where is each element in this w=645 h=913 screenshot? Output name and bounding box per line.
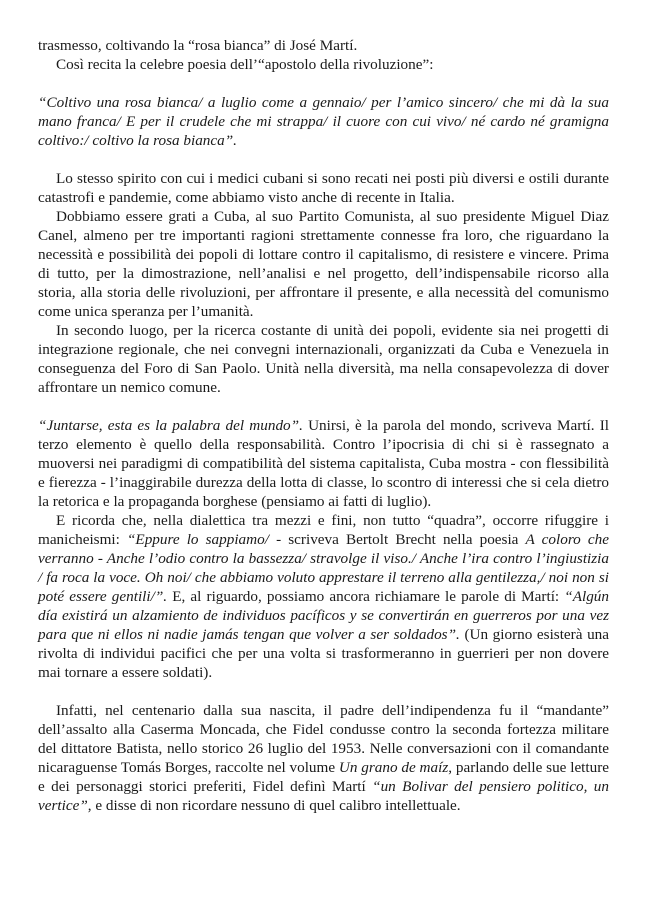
text-run: (Un giorno esisterà una rivolta di individui pacifici che per una volta si trasformeranno in guerrieri per non dovere mai tornare a essere soldati). <box>38 626 610 681</box>
text-run: E, al riguardo, possiamo ancora richiamare le parole di Martí: <box>167 588 565 605</box>
italic-run: A coloro che verranno - Anche l’odio contro la bassezza/ stravolge il viso./ Anche l’ira contro l’ingiustizia / fa roca la voce. Oh noi/ che abbiamo voluto apprestare il terreno alla gentilezza,/ noi non si poté essere gentili/”. <box>38 531 609 605</box>
text-run: Dobbiamo essere grati a Cuba, al suo Partito Comunista, al suo presidente Miguel Diaz Canel, almeno per tre importanti ragioni strettamente connesse fra loro, che riguardano la necessità e possibilità dei popoli di lottare contro il capitalismo, di resistere e vincere. Prima di tutto, per la dimostrazione, nell’analisi e nel progetto, dell’indispensabile ricorso alla storia, alla storia delle rivoluzioni, per affrontare il presente, e alla necessità del comunismo come unica speranza per l’umanità. <box>38 208 609 320</box>
text-run: E ricorda che, nella dialettica tra mezzi e fini, non tutto “quadra”, occorre rifuggire i manicheismi: <box>38 512 609 548</box>
text-run: Così recita la celebre poesia dell’“apostolo della rivoluzione”: <box>56 56 434 73</box>
paragraph-p5 <box>38 321 609 397</box>
paragraph-p4 <box>38 207 609 321</box>
italic-run: Un grano de maíz <box>338 759 449 776</box>
italic-run: “Eppure lo sappiamo/ <box>126 531 269 548</box>
text-run: trasmesso, coltivando la “rosa bianca” di José Martí. <box>38 37 358 54</box>
italic-run: “un Bolivar del pensiero politico, un vertice” <box>38 778 609 814</box>
text-run: Unirsi, è la parola del mondo, scriveva Martí. Il terzo elemento è quello della responsabilità. Contro l’ipocrisia di chi si è rassegnato a muoversi nei paradigmi di compatibilità del sistema capitalista, Cuba mostra - con flessibilità e fierezza - l’inaggirabile durezza della lotta di classe, lo scontro di interessi che si cela dietro la retorica e la propaganda borghese (pensiamo ai fatti di luglio). <box>38 417 610 510</box>
italic-run: “Juntarse, esta es la palabra del mundo”. <box>38 417 303 434</box>
paragraph-p6 <box>38 416 609 511</box>
italic-run: “Algún día existirá un alzamiento de individuos pacíficos y se convertirán en guerreros por una vez para que ni ellos ni nadie jamás tengan que volver a ser soldados”. <box>38 588 609 643</box>
text-run: In secondo luogo, per la ricerca costante di unità dei popoli, evidente sia nei progetti di integrazione regionale, che nei convegni internazionali, organizzati da Cuba e Venezuela in conseguenza del Foro di San Paolo. Unità nella diversità, ma nella consapevolezza di dover affrontare un nemico comune. <box>38 322 609 396</box>
paragraph-p2 <box>38 93 609 150</box>
paragraph-p8 <box>38 701 609 815</box>
text-run: , e disse di non ricordare nessuno di quel calibro intellettuale. <box>87 797 461 814</box>
text-run: Lo stesso spirito con cui i medici cubani si sono recati nei posti più diversi e ostili durante catastrofi e pandemie, come abbiamo visto anche di recente in Italia. <box>38 170 609 206</box>
paragraph-p7 <box>38 511 609 682</box>
paragraph-p3 <box>38 169 609 207</box>
text-run: - scriveva Bertolt Brecht nella poesia <box>268 531 526 548</box>
italic-run: “Coltivo una rosa bianca/ a luglio come a gennaio/ per l’amico sincero/ che mi dà la sua mano franca/ E per il crudele che mi strappa/ il cuore con cui vivo/ né cardo né gramigna coltivo:/ coltivo la rosa bianca”. <box>38 94 609 149</box>
paragraph-p0 <box>38 36 609 55</box>
document-page <box>38 36 609 815</box>
text-run: Infatti, nel centenario dalla sua nascita, il padre dell’indipendenza fu il “mandante” dell’assalto alla Caserma Moncada, che Fidel condusse contro la seconda fortezza militare del dittatore Batista, nello storico 26 luglio del 1953. Nelle conversazioni con il comandante nicaraguense Tomás Borges, raccolte nel volume <box>38 702 609 776</box>
text-run: , parlando delle sue letture e dei personaggi storici preferiti, Fidel definì Martí <box>38 759 610 795</box>
paragraph-p1 <box>38 55 609 74</box>
